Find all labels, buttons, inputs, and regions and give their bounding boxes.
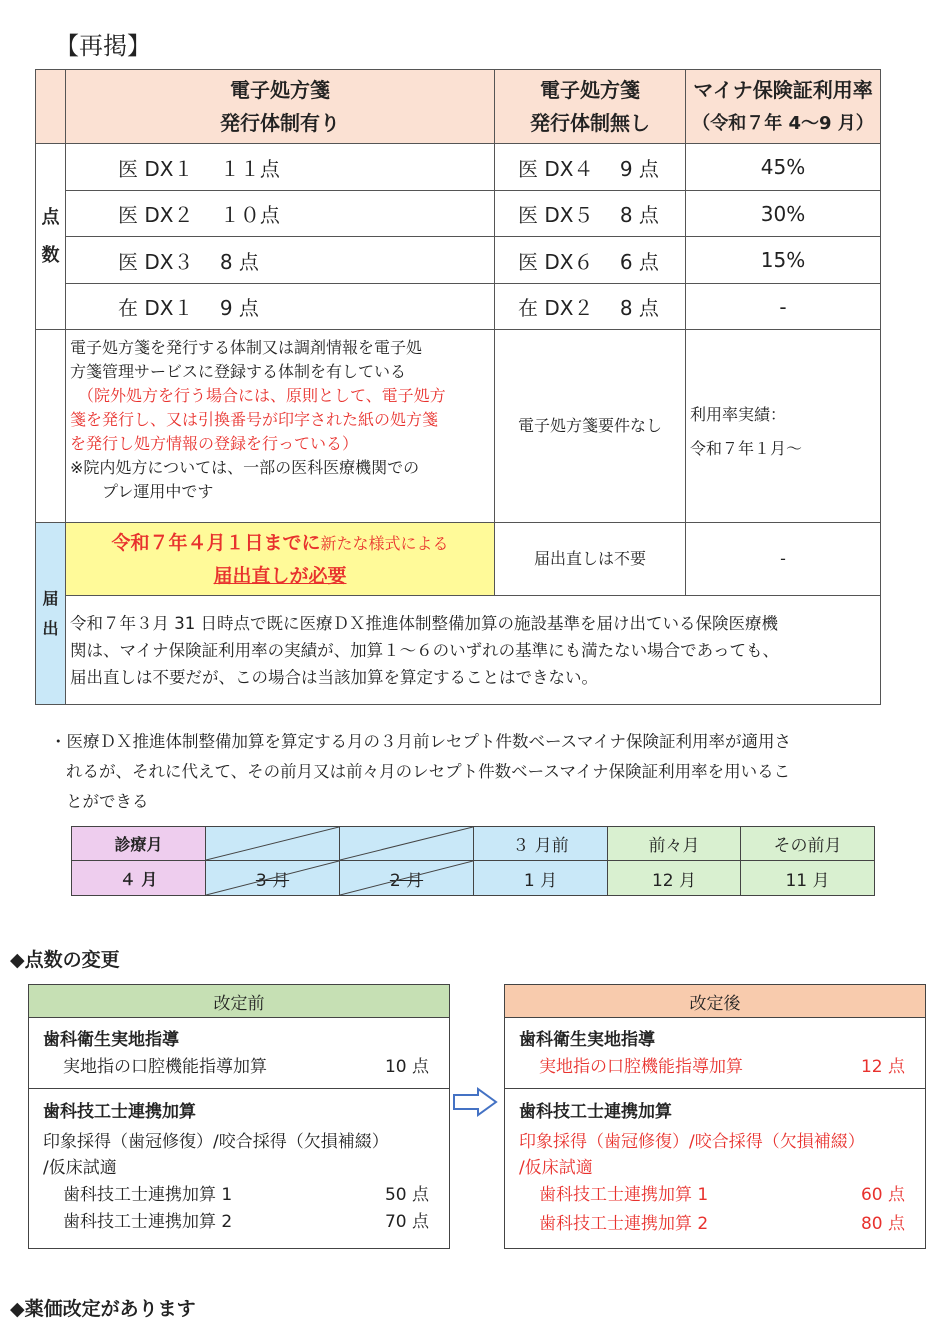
header-usage-rate	[685, 69, 881, 144]
deadline-rest-text: 新たな様式による	[320, 533, 449, 553]
month-value-4	[607, 860, 741, 896]
item-label: 歯科技工士連携加算 2	[63, 1212, 233, 1232]
usage-actual-line: 令和７年１月～	[690, 439, 803, 458]
arrow-right-icon	[452, 1087, 498, 1117]
bullet-line: れるが、それに代えて、その前月又は前々月のレセプト件数ベースマイナ保険証利用率を用いるこ	[66, 762, 791, 781]
item-desc: 印象採得（歯冠修復）/咬合採得（欠損補綴）	[43, 1132, 389, 1152]
item-points: 12 点	[860, 1057, 905, 1077]
item-label: 実地指の口腔機能指導加算	[63, 1057, 267, 1077]
note-line: 関は、マイナ保険証利用率の実績が、加算１～６のいずれの基準にも満たない場合であっても、	[70, 641, 780, 660]
page-heading: 【再掲】	[55, 32, 151, 60]
row2-with	[65, 190, 495, 237]
header-line: 発行体制無し	[530, 110, 650, 135]
cell-text: 11 月	[785, 870, 830, 891]
row1-without	[494, 143, 686, 191]
after-box	[504, 984, 926, 1249]
header-without-eprescription	[494, 69, 686, 144]
cell-text: その前月	[773, 836, 842, 856]
item-points: 10 点	[384, 1057, 429, 1077]
row4-rate	[685, 283, 881, 330]
diagonal-line	[206, 861, 339, 895]
points-value: 在 DX２ 8 点	[518, 296, 659, 320]
notification-not-required	[494, 522, 686, 596]
row4-with	[65, 283, 495, 330]
notification-dash	[685, 522, 881, 596]
cell-text: ４ 月	[119, 869, 158, 889]
cell-text: 12 月	[651, 870, 697, 891]
row3-with	[65, 236, 495, 284]
notification-label-char: 届	[42, 588, 59, 608]
item-label: 歯科技工士連携加算 1	[63, 1185, 233, 1205]
no-requirement-text: 電子処方箋要件なし	[517, 416, 662, 435]
item-desc: /仮床試適	[43, 1158, 117, 1178]
notification-label	[35, 522, 66, 705]
item-label: 実地指の口腔機能指導加算	[539, 1057, 743, 1077]
bullet-line: ・医療ＤＸ推進体制整備加算を算定する月の３月前レセプト件数ベースマイナ保険証利用率が適用さ	[50, 732, 792, 751]
required-text: 届出直しが必要	[213, 564, 347, 587]
requirement-red-line: 箋を発行し、又は引換番号が印字された紙の処方箋	[70, 410, 439, 429]
requirement-red-line: （院外処方を行う場合には、原則として、電子処方	[78, 386, 446, 405]
requirement-note: プレ運用中です	[102, 482, 214, 501]
points-value: 医 DX４ 9 点	[518, 156, 659, 181]
item-label: 歯科技工士連携加算 2	[539, 1214, 709, 1234]
header-line: 発行体制有り	[220, 110, 340, 135]
usage-actual	[685, 329, 881, 523]
row4-without	[494, 283, 686, 330]
points-value: 在 DX１ 9 点	[118, 296, 259, 320]
section-title: 歯科技工士連携加算	[519, 1102, 672, 1122]
section-divider	[29, 1088, 449, 1089]
row3-rate	[685, 236, 881, 284]
points-label	[35, 143, 66, 330]
rate-value: -	[779, 294, 787, 319]
month-prior	[740, 826, 875, 861]
cell-text: 3 月	[255, 870, 290, 891]
header-with-eprescription	[65, 69, 495, 144]
no-requirement	[494, 329, 686, 523]
notification-required	[65, 522, 495, 596]
diagonal-line	[340, 861, 473, 895]
cell-text: 診療月	[114, 835, 163, 854]
cell-text: 前々月	[648, 836, 700, 856]
header-line: 電子処方箋	[540, 77, 640, 102]
month-value-1	[205, 860, 340, 896]
requirement-red-line: を発行し処方情報の登録を行っている）	[70, 434, 359, 453]
rate-value: 15%	[760, 248, 806, 272]
points-value: 医 DX２ １０点	[118, 203, 280, 227]
before-box	[28, 984, 450, 1249]
cell-text: 2 月	[389, 870, 424, 891]
points-value: 医 DX１ １１点	[118, 156, 280, 181]
section-title: 歯科衛生実地指導	[43, 1030, 179, 1050]
month-empty-2	[339, 826, 474, 861]
item-points: 70 点	[384, 1212, 429, 1232]
row2-without	[494, 190, 686, 237]
month-table	[71, 826, 875, 896]
requirement-note: ※院内処方については、一部の医科医療機関での	[70, 458, 420, 477]
not-required-text: 届出直しは不要	[533, 549, 646, 568]
box-title: 改定後	[689, 993, 741, 1014]
points-value: 医 DX３ 8 点	[118, 249, 259, 274]
item-points: 80 点	[860, 1214, 905, 1234]
before-header	[29, 985, 449, 1018]
points-label-char: 数	[41, 244, 60, 266]
section-divider	[505, 1088, 925, 1089]
requirement-line: 方箋管理サービスに登録する体制を有している	[70, 362, 407, 381]
item-points: 50 点	[384, 1185, 429, 1205]
requirement-text	[65, 329, 495, 523]
drug-price-heading: ◆薬価改定があります	[10, 1298, 196, 1320]
row2-rate	[685, 190, 881, 237]
rate-value: 30%	[760, 201, 806, 226]
requirement-line: 電子処方箋を発行する体制又は調剤情報を電子処	[70, 338, 423, 357]
usage-actual-line: 利用率実績：	[690, 405, 787, 424]
points-value: 医 DX５ 8 点	[518, 203, 659, 227]
points-change-heading: ◆点数の変更	[10, 949, 120, 971]
month-empty-1	[205, 826, 340, 861]
dx-points-table	[35, 69, 881, 705]
box-title: 改定前	[213, 993, 265, 1014]
header-line: 電子処方箋	[230, 77, 330, 102]
diagonal-line	[206, 827, 339, 860]
month-value-5	[740, 860, 875, 896]
bullet-line: とができる	[66, 792, 149, 811]
notification-label-char: 出	[42, 618, 59, 638]
note-line: 令和７年３月 31 日時点で既に医療ＤＸ推進体制整備加算の施設基準を届け出ている保険医療機	[70, 614, 778, 633]
item-label: 歯科技工士連携加算 1	[539, 1185, 709, 1205]
row1-with	[65, 143, 495, 191]
requirement-label-cell	[35, 329, 66, 523]
month-value-label	[71, 860, 206, 896]
item-points: 60 点	[860, 1185, 905, 1205]
header-line: マイナ保険証利用率	[693, 77, 873, 102]
cell-text: 1 月	[523, 870, 558, 891]
month-value-2	[339, 860, 474, 896]
row3-without	[494, 236, 686, 284]
header-line: （令和７年 4～9 月）	[692, 112, 874, 134]
cell-text: ３ 月前	[512, 836, 569, 856]
rate-value: 45%	[760, 155, 806, 179]
item-desc: /仮床試適	[519, 1158, 593, 1178]
points-label-char: 点	[41, 206, 60, 228]
notification-note	[65, 595, 881, 705]
section-title: 歯科衛生実地指導	[519, 1030, 655, 1050]
row1-rate	[685, 143, 881, 191]
bullet-note	[50, 727, 791, 817]
note-line: 届出直しは不要だが、この場合は当該加算を算定することはできない。	[70, 668, 598, 687]
corner-cell	[35, 69, 66, 144]
points-value: 医 DX６ 6 点	[518, 249, 659, 274]
month-2-before	[607, 826, 741, 861]
after-header	[505, 985, 925, 1018]
month-header-label	[71, 826, 206, 861]
month-value-3	[473, 860, 608, 896]
deadline-text: 令和７年４月１日までに	[111, 531, 321, 554]
diagonal-line	[340, 827, 473, 860]
month-3-before	[473, 826, 608, 861]
dash-text: -	[780, 549, 786, 568]
item-desc: 印象採得（歯冠修復）/咬合採得（欠損補綴）	[519, 1132, 865, 1152]
section-title: 歯科技工士連携加算	[43, 1102, 196, 1122]
